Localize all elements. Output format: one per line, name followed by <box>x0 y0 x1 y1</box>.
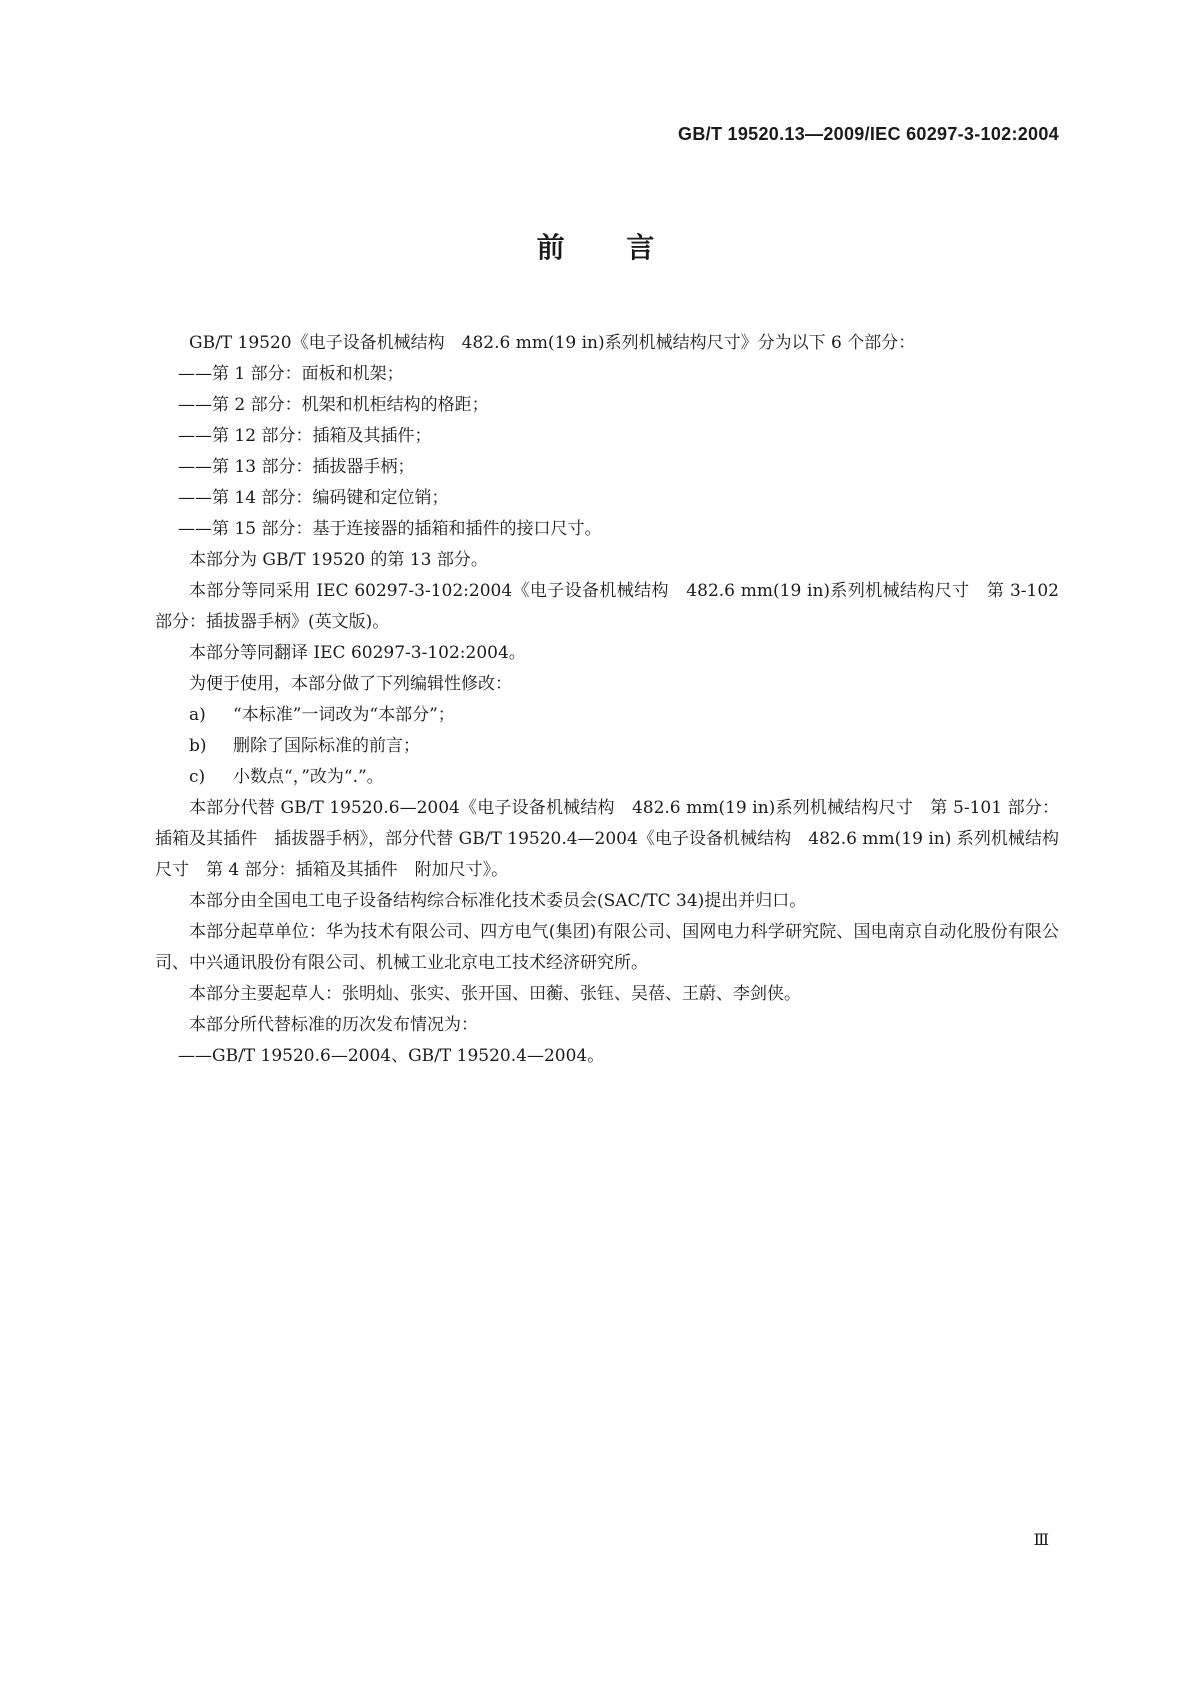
paragraph-committee: 本部分由全国电工电子设备结构综合标准化技术委员会(SAC/TC 34)提出并归口。 <box>189 891 807 911</box>
list-item-part-14: ——第 14 部分：编码键和定位销； <box>178 488 449 508</box>
edit-label: b) <box>189 736 207 756</box>
list-item-part-13: ——第 13 部分：插拔器手柄； <box>178 457 415 477</box>
list-item-part-1: ——第 1 部分：面板和机架； <box>178 364 404 384</box>
edit-text: 小数点“，”改为“.”。 <box>233 767 384 787</box>
paragraph-replacement: 本部分代替 GB/T 19520.6—2004《电子设备机械结构 482.6 mm(19 in)系列机械结构尺寸 第 5-101 部分：插箱及其插件 插拔器手柄》，部分代替 GB/T 19520.4—2004《电子设备机械结构 482.6 mm(19 in) 系列机械结构尺寸 第 4 部分：插箱及其插件 附加尺寸》。 <box>155 798 1059 880</box>
paragraph-edits-intro: 为便于使用，本部分做了下列编辑性修改： <box>189 674 512 694</box>
edit-item-b <box>155 731 1059 762</box>
paragraph-drafters: 本部分主要起草人：张明灿、张实、张开国、田蘅、张钰、吴蓓、王蔚、李剑侠。 <box>189 984 801 1004</box>
page-title: 前 言 <box>536 231 655 264</box>
edit-label: a) <box>189 705 206 725</box>
paragraph-intro: GB/T 19520《电子设备机械结构 482.6 mm(19 in)系列机械结构尺寸》分为以下 6 个部分： <box>189 333 916 353</box>
paragraph-history-intro: 本部分所代替标准的历次发布情况为： <box>189 1015 478 1035</box>
edit-text: “本标准”一词改为“本部分”； <box>233 705 455 725</box>
foreword-body <box>155 328 1059 1072</box>
page-number: Ⅲ <box>1033 1530 1049 1549</box>
paragraph-drafting-units: 本部分起草单位：华为技术有限公司、四方电气(集团)有限公司、国网电力科学研究院、国电南京自动化股份有限公司、中兴通讯股份有限公司、机械工业北京电工技术经济研究所。 <box>155 922 1059 973</box>
standard-number-header: GB/T 19520.13—2009/IEC 60297-3-102:2004 <box>678 124 1059 144</box>
list-item-part-15: ——第 15 部分：基于连接器的插箱和插件的接口尺寸。 <box>178 519 602 539</box>
list-item-part-2: ——第 2 部分：机架和机柜结构的格距； <box>178 395 489 415</box>
paragraph-translation: 本部分等同翻译 IEC 60297-3-102:2004。 <box>189 643 526 663</box>
edit-label: c) <box>189 767 206 787</box>
edit-item-a <box>155 700 1059 731</box>
edit-text: 删除了国际标准的前言； <box>233 736 420 756</box>
list-item-history: ——GB/T 19520.6—2004、GB/T 19520.4—2004。 <box>178 1046 605 1066</box>
edit-item-c <box>155 762 1059 793</box>
paragraph-adoption: 本部分等同采用 IEC 60297-3-102:2004《电子设备机械结构 482.6 mm(19 in)系列机械结构尺寸 第 3-102 部分：插拔器手柄》(英文版)。 <box>155 581 1059 632</box>
paragraph-part-statement: 本部分为 GB/T 19520 的第 13 部分。 <box>189 550 488 570</box>
list-item-part-12: ——第 12 部分：插箱及其插件； <box>178 426 432 446</box>
